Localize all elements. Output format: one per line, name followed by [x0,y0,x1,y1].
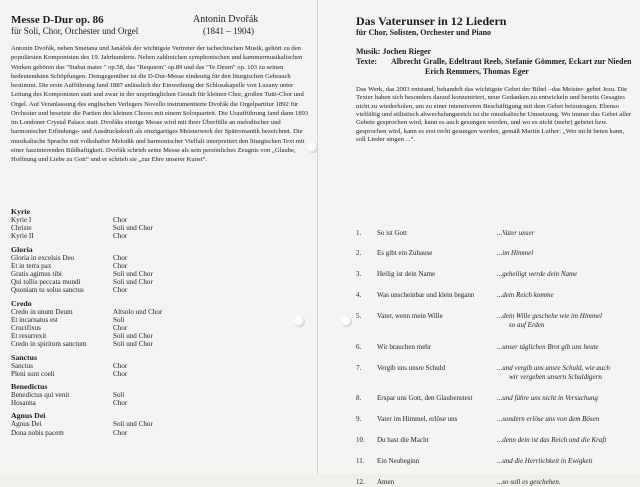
movement-voices: Chor [113,361,128,370]
section-agnus-dei [11,411,301,436]
song-title: Wir brauchen mehr [377,343,432,351]
song-number: 6. [356,343,362,351]
section-heading: Agnus Dei [11,411,46,421]
section-sanctus [11,353,301,378]
vaterunser-description: Das Werk, das 2003 entstand, behandelt das wichtigste Gebet der Bibel –das Meister- gebet Jesu. Die Texter haben sich besonders darauf konzentriert, neue Gedanken zu entwickeln und bereits Gesagtes nicht zu wiederholen, um zu einer intensiveren Beschäftigung mit dem Gebet beizutragen. Ebenso vielfältig und stilistisch abwechslungsreich ist die musikalische Umsetzung. Wo immer das Gebet aller Gebete gesprochen wird, kann es auch gesungen werden, und wo es nicht (mehr) gebetet bzw. gesprochen wird, kann es erst recht gesungen werden, gemäß Martin Luther: „Wer nicht beten kann, soll Lieder singen ...“. [356,86,632,144]
movement-row [11,224,301,232]
movement-row [11,216,301,224]
left-page [0,0,318,474]
section-benedictus [11,382,301,407]
movement-voices: Chor [113,428,128,437]
section-heading: Gloria [11,244,33,254]
section-heading: Benedictus [11,382,48,392]
movement-title: Agnus Dei [11,420,42,429]
movement-row [11,286,301,294]
movement-voices: Soli [113,391,125,400]
movement-voices: Chor [113,261,128,270]
song-number: 5. [356,312,362,320]
movement-row [11,429,301,437]
song-number: 4. [356,291,362,299]
section-kyrie [11,207,301,241]
song-title: Heilig ist dein Name [377,270,436,278]
song-title: Was unscheinbar und klein begann [377,291,475,299]
song-prayer-line: ...unser täglichen Brot gib uns heute [497,343,599,351]
movement-title: Gratis agimus tibi [11,270,62,279]
music-credit: Musik: Jochen Rieger [356,47,432,56]
song-prayer-line: ...und führe uns nicht in Versuchung [497,394,598,402]
movement-row [11,262,301,270]
movement-voices: Chor [113,286,128,295]
song-prayer-line-2: wir vergeben unsern Schuldigern [509,373,602,381]
song-prayer-line: ...und vergib uns unsre Schuld, wie auch [497,364,611,372]
song-number: 9. [356,415,362,423]
movement-voices: Chor [113,253,128,262]
song-number: 8. [356,394,362,402]
song-title: So ist Gott [377,229,407,237]
movement-title: Sanctus [11,361,34,370]
movement-voices: Soli [113,315,125,324]
movement-title: Dona nobis pacem [11,428,64,437]
mass-composer: Antonin Dvořák [193,14,259,25]
song-number: 1. [356,229,362,237]
song-title: Vater, wenn mein Wille [377,312,443,320]
movement-voices: Soli und Chor [113,224,153,233]
movement-title: Credo in spiritum sanctum [11,340,87,349]
song-prayer-line: ...dein Reich komme [497,291,554,299]
vaterunser-title: Das Vaterunser in 12 Liedern [356,14,507,28]
texte-authors-line2: Erich Remmers, Thomas Eger [425,67,529,76]
movement-row [11,254,301,262]
binder-hole-icon [294,316,305,327]
song-prayer-line: ...so soll es geschehen. [497,478,561,486]
movement-row [11,420,301,428]
song-prayer-line: ...denn dein ist das Reich und die Kraft [497,436,607,444]
movement-title: Pleni sunt coeli [11,369,55,378]
song-number: 10. [356,436,365,444]
section-heading: Credo [11,298,32,308]
section-credo [11,299,301,349]
movement-voices: Altsolo und Chor [113,307,163,316]
movement-title: Christe [11,224,32,233]
movement-voices: Chor [113,216,128,224]
movement-title: Et in terra pax [11,261,52,270]
movement-voices: Chor [113,369,128,378]
mass-title: Messe D-Dur op. 86 [11,14,104,26]
movement-voices: Chor [113,399,128,408]
movement-voices: Soli und Chor [113,270,153,279]
movement-title: Quoniam tu solus sanctus [11,286,84,295]
movement-voices: Soli und Chor [113,332,153,341]
movement-title: Kyrie I [11,216,32,224]
song-title: Du hast die Macht [377,436,429,444]
movement-title: Qui tollis peccata mundi [11,278,81,287]
movement-row [11,308,301,316]
section-heading: Sanctus [11,352,37,362]
movement-title: Kyrie II [11,232,34,241]
song-prayer-line: ...dein Wille geschehe wie im Himmel [497,312,602,320]
movement-title: Et incarnatus est [11,315,58,324]
song-prayer-line-2: so auf Erden [509,321,545,329]
song-number: 3. [356,270,362,278]
movement-row [11,391,301,399]
section-gloria [11,245,301,295]
song-prayer-line: ...geheiligt werde dein Name [497,270,578,278]
movement-voices: Chor [113,324,128,333]
song-prayer-line: ...und die Herrlichkeit in Ewigkeit [497,457,593,465]
movement-row [11,316,301,324]
movement-row [11,399,301,407]
song-number: 12. [356,478,365,486]
song-number: 7. [356,364,362,372]
movement-row [11,278,301,286]
texte-authors [391,57,636,77]
song-title: Vater im Himmel, erlöse uns [377,415,458,423]
movement-voices: Soli und Chor [113,340,153,349]
song-title: Es gibt ein Zuhause [377,249,433,257]
song-number: 2. [356,249,362,257]
movement-row [11,270,301,278]
movement-voices: Soli und Chor [113,420,153,429]
movement-row [11,332,301,340]
mass-movements [11,207,301,441]
section-heading: Kyrie [11,207,31,216]
song-prayer-line: ...Vater unser [497,229,535,237]
texte-authors-line1: Albrecht Gralle, Edeltraut Reeb, Stefanie Gömmer, Eckart zur Nieden [391,57,632,66]
song-title: Amen [377,478,395,486]
vaterunser-subtitle: für Chor, Solisten, Orchester und Piano [356,28,492,37]
binder-hole-icon [341,316,352,327]
movement-row [11,232,301,240]
movement-row [11,324,301,332]
movement-voices: Soli und Chor [113,278,153,287]
movement-voices: Chor [113,232,128,241]
mass-subtitle: für Soli, Chor, Orchester und Orgel [11,26,139,36]
movement-title: Crucifixus [11,324,41,333]
movement-title: Credo in unum Deum [11,307,73,316]
movement-title: Gloria in excelsis Deo [11,253,75,262]
movement-row [11,362,301,370]
song-number: 11. [356,457,365,465]
movement-row [11,370,301,378]
song-prayer-line: ...im Himmel [497,249,534,257]
movement-title: Hosanna [11,399,36,408]
composer-dates: (1841 – 1904) [203,26,254,36]
song-prayer-line: ...sondern erlöse uns von dem Bösen [497,415,600,423]
movement-title: Benedictus qui venit [11,391,70,400]
song-title: Ein Neubeginn [377,457,420,465]
song-title: Erspar uns Gott, den Glaubenstest [377,394,473,402]
texte-label: Texte: [356,57,378,66]
song-title: Vergib uns unsre Schuld [377,364,446,372]
mass-description: Antonin Dvořák, neben Smetana und Janáček der wichtigste Vertreter der tschechischen Musik, gehört zu den populärsten Komponisten des 19. Jahrhunderts. Neben zahlreichen symphonischen und kammermusikalischen Werken gehören das "Stabat mater " op.58, das "Requiem" op.89 und das "Te Deum" op. 103 zu seinen bedeutendsten Schöpfungen. Demgegenüber ist die D-Dur-Messe eindeutig für den liturgischen Gebrauch bestimmt. Die erste Aufführung fand 1887 anlässlich der Einweihung der Schlosskapelle von Luzany unter Leitung des Komponisten statt und zwar in der ursprünglichen Gestalt für kleinen Chor, großen Tutti-Chor und Orgel. Auf Veranlassung des englischen Verlegers Novello instrumentierte Dvořák die Orgelpartitur 1892 für Orchester und besetzte die Partien des kleinen Chores mit einem Soloquartett. Die Uraufführung fand dann 1893 im Londoner Crystal Palace statt. Dvořáks einzige Messe wird mit ihrer Überfülle an melodischer und harmonischer Erfindungs- und Ausdruckskraft als einzigartiges Meisterwerk der Spätromantik bezeichnet. Die musikalische Sprache mit volkshafter Melodik und harmonischer Vielfalt interpretiert den liturgischen Text mit einer faszinierenden Bildhaftigkeit. Dvořák schrieb seine Messe als sein persönliches Zeugnis von „Glaube, Hoffnung und Liebe zu Gott“ und er schrieb sie „zur Ehre unserer Kunst“. [11,45,309,163]
movement-title: Et resurrexit [11,332,47,341]
movement-row [11,340,301,348]
